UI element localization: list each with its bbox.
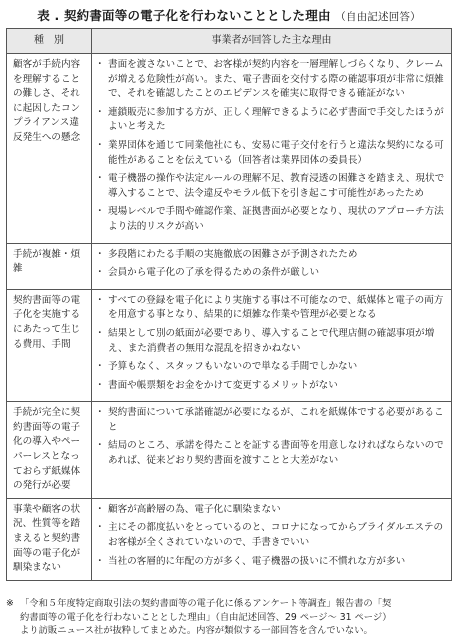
row-category: 手続が複雑・煩雑 <box>7 243 92 289</box>
reason-item: ・ 連鎖販売に参加する方が、正しく理解できるように必ず書面で手交したほうがよいと考えた <box>96 106 445 135</box>
table-row <box>7 402 452 499</box>
row-reasons <box>92 289 452 402</box>
row-reasons <box>92 54 452 244</box>
row-reasons <box>92 243 452 289</box>
table-row <box>7 498 452 580</box>
reasons-table <box>6 28 452 581</box>
reason-item: ・ すべての登録を電子化により実施する事は不可能なので、紙媒体と電子の両方を用意する事となり、結果的に煩雑な作業や管理が必要となる <box>96 294 445 323</box>
row-reasons <box>92 402 452 499</box>
reason-item: ・ 結局のところ、承諾を得たことを証する書面等を用意しなければならないのであれば、従来どおり契約書面を渡すことと大差がない <box>96 439 445 468</box>
row-reasons <box>92 498 452 580</box>
reason-item: ・ 結果として別の紙面が必要であり、導入することで代理店側の確認事項が増え、また消費者の無用な混乱を招きかねない <box>96 327 445 356</box>
reason-item: ・ 業界団体を通じて同業他社にも、安易に電子交付を行うと違法な契約になる可能性があることを伝えている（回答者は業界団体の委員長） <box>96 139 445 168</box>
reason-item: ・ 書面や帳票類をお金をかけて変更するメリットがない <box>96 379 445 394</box>
table-row <box>7 54 452 244</box>
row-category: 事業や顧客の状況、性質等を踏まえると契約書面等の電子化が馴染まない <box>7 498 92 580</box>
reason-item: ・ 当社の客層的に年配の方が多く、電子機器の扱いに不慣れな方が多い <box>96 555 445 570</box>
reason-item: ・ 会員から電子化の了承を得るための条件が厳しい <box>96 266 445 281</box>
reason-item: ・ 多段階にわたる手順の実施徹底の困難さが予測されたため <box>96 248 445 263</box>
header-reasons: 事業者が回答した主な理由 <box>92 29 452 54</box>
title-subtitle: （自由記述回答） <box>335 11 421 23</box>
footnote-line-1: 「令和５年度特定商取引法の契約書面等の電子化に係るアンケート等調査」報告書の「契 <box>20 598 392 609</box>
footnote <box>6 597 452 638</box>
reason-item: ・ 顧客が高齢層の為、電子化に馴染まない <box>96 503 445 518</box>
footnote-line-3: より訪販ニュース社が抜粋してまとめた。内容が類似する一部回答を含んでいない。 <box>20 625 373 636</box>
table-title <box>0 6 458 24</box>
footnote-mark: ※ <box>6 598 14 609</box>
row-category: 手続が完全に契約書面等の電子化の導入やペーパーレスとなっておらず紙媒体の発行が必要 <box>7 402 92 499</box>
reason-item: ・ 現場レベルで手間や確認作業、証拠書面が必要となり、現状のアプローチ方法より法的リスクが高い <box>96 205 445 234</box>
reason-item: ・ 契約書面について承諾確認が必要になるが、これを紙媒体でする必要があること <box>96 406 445 435</box>
table-row <box>7 289 452 402</box>
title-text: 表 . 契約書面等の電子化を行わないこととした理由 <box>37 8 331 23</box>
reason-item: ・ 書面を渡さないことで、お客様が契約内容を一層理解しづらくなり、クレームが増える危険性が高い。また、電子書面を交付する際の確認事項が非常に煩雑で、それを確認したことのエビデンスを確実に取得できる確証がない <box>96 58 445 102</box>
header-category: 種 別 <box>7 29 92 54</box>
row-category: 顧客が手続内容を理解することの難しさ、それに起因したコンプライアンス違反発生への懸念 <box>7 54 92 244</box>
table-header-row <box>7 29 452 54</box>
table-row <box>7 243 452 289</box>
footnote-line-2: 約書面等の電子化を行わないこととした理由」（自由記述回答、29 ページ～ 31 ページ） <box>20 611 392 623</box>
reason-item: ・ 主にその都度払いをとっているのと、コロナになってからブライダルエステのお客様が全くされていないので、手書きでいい <box>96 521 445 550</box>
row-category: 契約書面等の電子化を実施するにあたって生じる費用、手間 <box>7 289 92 402</box>
reason-item: ・ 予算もなく、スタッフもいないので単なる手間でしかない <box>96 360 445 375</box>
reason-item: ・ 電子機器の操作や法定ルールの理解不足、教育浸透の困難さを踏まえ、現状で導入することで、法令違反やモラル低下を引き起こす可能性があったため <box>96 172 445 201</box>
